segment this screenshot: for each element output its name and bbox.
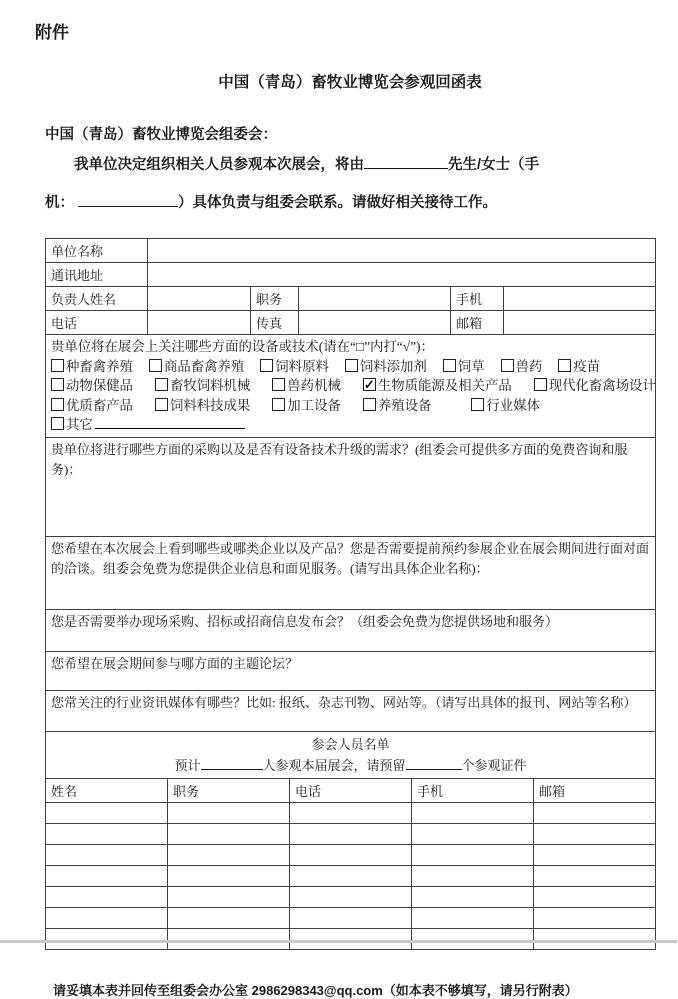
attendee-phone-cell[interactable] [290,907,412,928]
mobile-number-blank[interactable] [78,193,178,207]
focus-row-3 [51,396,650,416]
attendee-position-cell[interactable] [168,865,290,886]
email-input-cell[interactable] [504,311,656,335]
mobile-label: 手机 [451,287,504,311]
phone-input-cell[interactable] [148,311,251,335]
page-title: 中国（青岛）畜牧业博览会参观回函表 [218,74,482,91]
checkbox-item[interactable] [51,376,133,396]
intro-text-3: 机： [45,195,74,211]
attendee-estimate-line [51,755,650,776]
position-label: 职务 [251,287,299,311]
attendee-mobile-cell[interactable] [412,802,534,823]
checkbox-icon[interactable] [272,378,285,391]
attendee-mobile-cell[interactable] [412,865,534,886]
checkbox-label: 现代化畜禽场设计 [548,378,656,393]
checkbox-label: 兽药机械 [287,378,341,393]
attendee-name-cell[interactable] [46,865,168,886]
checkbox-label: 养殖设备 [377,397,432,413]
checkbox-label: 种畜禽养殖 [66,358,133,374]
checkbox-icon[interactable] [155,378,168,391]
checkbox-item[interactable] [51,357,133,377]
checkbox-icon[interactable] [363,398,376,411]
attendee-name-cell[interactable] [46,823,168,844]
procurement-question-cell[interactable] [46,437,656,536]
attendee-col-position: 职务 [168,778,290,802]
press-conference-question-cell[interactable] [46,609,656,651]
estimate-mid: 人参观本届展会，请预留 [262,757,406,773]
attendee-email-cell[interactable] [534,844,656,865]
attendee-phone-cell[interactable] [290,844,412,865]
attendee-name-cell[interactable] [46,844,168,865]
attendee-empty-row [46,886,656,907]
table-row [46,263,656,287]
checkbox-icon[interactable] [149,359,162,372]
attendee-mobile-cell[interactable] [412,886,534,907]
focus-section-row [46,335,656,438]
other-blank[interactable] [95,415,245,429]
salutation: 中国（青岛）畜牧业博览会组委会： [45,127,277,143]
attendee-list-title: 参会人员名单 [311,736,390,752]
contact-name-input-cell[interactable] [148,287,251,311]
attendee-position-cell[interactable] [168,844,290,865]
checkbox-label: 其它 [66,417,93,432]
checkbox-label: 饲料原料 [275,358,329,374]
table-row [46,311,656,335]
checkbox-item[interactable] [534,376,656,396]
checkbox-item[interactable] [149,357,244,377]
focus-row-1 [51,357,650,377]
position-input-cell[interactable] [299,287,451,311]
attendee-col-email: 邮箱 [534,778,656,802]
checkbox-icon[interactable] [471,398,484,411]
procurement-question: 贵单位将进行哪些方面的采购以及是否有设备技术升级的需求？(组委会可提供多方面的免费咨询和服务)： [51,441,628,477]
checkbox-icon[interactable] [501,359,514,372]
unit-name-input-cell[interactable] [148,239,656,263]
attendee-phone-cell[interactable] [290,865,412,886]
checkbox-icon[interactable] [51,417,64,430]
table-row [46,239,656,263]
forum-question: 您希望在展会期间参与哪方面的主题论坛？ [51,655,299,671]
question-row [46,536,656,609]
return-instructions: 请妥填本表并回传至组委会办公室 2986298343@qq.com（如本表不够填写，请另行附表） [53,982,578,998]
attendee-position-cell[interactable] [168,928,290,949]
checkbox-item[interactable] [51,415,93,435]
checkbox-item[interactable] [443,357,485,377]
attendee-empty-row [46,823,656,844]
attendee-col-phone: 电话 [290,778,412,802]
checkbox-label: 饲草 [457,358,485,374]
email-label: 邮箱 [451,311,504,335]
focus-question: 贵单位将在展会上关注哪些方面的设备或技术(请在“□”内打“√”)： [51,339,434,354]
attendee-col-mobile: 手机 [412,778,534,802]
phone-label: 电话 [46,311,148,335]
checkbox-item[interactable] [155,396,250,416]
attendee-mobile-cell[interactable] [412,823,534,844]
attendee-mobile-cell[interactable] [412,844,534,865]
attendee-phone-cell[interactable] [290,823,412,844]
attendee-position-cell[interactable] [168,907,290,928]
intro-text-2: 先生/女士（手 [448,157,540,173]
checkbox-label: 饲料添加剂 [359,358,427,374]
attendee-mobile-cell[interactable] [412,907,534,928]
attendee-name-cell[interactable] [46,928,168,949]
attendee-position-cell[interactable] [168,886,290,907]
companies-question-cell[interactable] [46,536,656,609]
mobile-input-cell[interactable] [504,287,656,311]
estimate-prefix: 预计 [174,757,201,773]
checkbox-icon[interactable] [155,398,168,411]
address-input-cell[interactable] [148,263,656,287]
checkbox-icon[interactable] [272,398,285,411]
checkbox-item[interactable] [363,376,512,396]
checkbox-label: 畜牧饲料机械 [169,378,251,393]
attendee-header-row [46,731,656,778]
checkbox-label: 商品畜禽养殖 [163,358,245,374]
checkbox-item[interactable] [272,376,341,396]
checkbox-item[interactable] [471,396,540,416]
checkbox-icon[interactable] [51,359,64,372]
forum-question-cell[interactable] [46,651,656,690]
attendee-phone-cell[interactable] [290,802,412,823]
attendee-name-cell[interactable] [46,802,168,823]
attendee-empty-row [46,865,656,886]
checkbox-icon[interactable] [345,359,358,372]
focus-row-other [51,415,650,435]
media-question-cell[interactable] [46,690,656,731]
checkbox-item[interactable] [155,376,250,396]
focus-row-2 [51,376,656,396]
focus-section-cell [46,335,656,438]
attendee-position-cell[interactable] [168,802,290,823]
responsible-person-blank[interactable] [364,155,448,169]
checkbox-label: 动物保健品 [66,378,133,393]
fax-input-cell[interactable] [299,311,451,335]
intro-text-4: ）具体负责与组委会联系。请做好相关接待工作。 [178,195,497,211]
main-form-table [45,238,656,779]
checkbox-item[interactable] [501,357,543,377]
attendee-table [45,778,656,950]
checkbox-item[interactable] [272,396,341,416]
checkbox-icon[interactable] [534,378,547,391]
attendee-empty-row [46,928,656,949]
media-question: 您常关注的行业资讯媒体有哪些？比如: 报纸、杂志刊物、网站等。（请写出具体的报刊、网站等名称） [51,694,637,710]
address-label: 通讯地址 [46,263,148,287]
checkbox-item[interactable] [345,357,427,377]
fax-label: 传真 [251,311,299,335]
press-conference-question: 您是否需要举办现场采购、招标或招商信息发布会？（组委会免费为您提供场地和服务） [51,613,559,629]
contact-name-label: 负责人姓名 [46,287,148,311]
checkbox-icon[interactable] [363,378,376,391]
checkbox-label: 疫苗 [573,358,601,374]
checkbox-item[interactable] [51,396,133,416]
question-row [46,609,656,651]
attendee-name-cell[interactable] [46,886,168,907]
checkbox-label: 饲料科技成果 [169,397,251,413]
checkbox-label: 加工设备 [287,397,341,413]
intro-paragraph [45,146,655,222]
attendee-name-cell[interactable] [46,907,168,928]
attendee-position-cell[interactable] [168,823,290,844]
checkbox-label: 生物质能源及相关产品 [377,378,512,393]
attendee-phone-cell[interactable] [290,886,412,907]
visitor-count-blank[interactable] [201,756,263,770]
attendee-email-cell[interactable] [534,928,656,949]
checkbox-icon[interactable] [443,359,456,372]
question-row [46,437,656,536]
checkbox-item[interactable] [260,357,329,377]
checkbox-item[interactable] [363,396,432,416]
attendee-phone-cell[interactable] [290,928,412,949]
attendee-section-header-cell [46,731,656,778]
estimate-suffix: 个参观证件 [461,757,527,773]
checkbox-icon[interactable] [260,359,273,372]
attendee-email-cell[interactable] [534,823,656,844]
attendee-email-cell[interactable] [534,907,656,928]
checkbox-label: 兽药 [515,358,543,374]
question-row [46,690,656,731]
checkbox-icon[interactable] [51,378,64,391]
checkbox-label: 优质畜产品 [66,397,133,413]
attendee-email-cell[interactable] [534,865,656,886]
companies-question: 您希望在本次展会上看到哪些或哪类企业以及产品？您是否需要提前预约参展企业在展会期间进行面对面的洽谈。组委会免费为您提供企业信息和面见服务。(请写出具体企业名称)： [51,540,650,576]
attendee-mobile-cell[interactable] [412,928,534,949]
badge-count-blank[interactable] [406,756,462,770]
attendee-empty-row [46,907,656,928]
checkbox-label: 行业媒体 [486,397,540,413]
intro-text-1: 我单位决定组织相关人员参观本次展会，将由 [74,157,364,173]
attendee-col-name: 姓名 [46,778,168,802]
attendee-empty-row [46,844,656,865]
attachment-label: 附件 [35,23,69,42]
attendee-columns-row [46,778,656,802]
attendee-empty-row [46,802,656,823]
attendee-email-cell[interactable] [534,886,656,907]
attendee-email-cell[interactable] [534,802,656,823]
unit-name-label: 单位名称 [46,239,148,263]
checkbox-item[interactable] [558,357,600,377]
checkbox-icon[interactable] [51,398,64,411]
table-row [46,287,656,311]
question-row [46,651,656,690]
checkbox-icon[interactable] [558,359,571,372]
page-bottom-edge [0,940,677,943]
